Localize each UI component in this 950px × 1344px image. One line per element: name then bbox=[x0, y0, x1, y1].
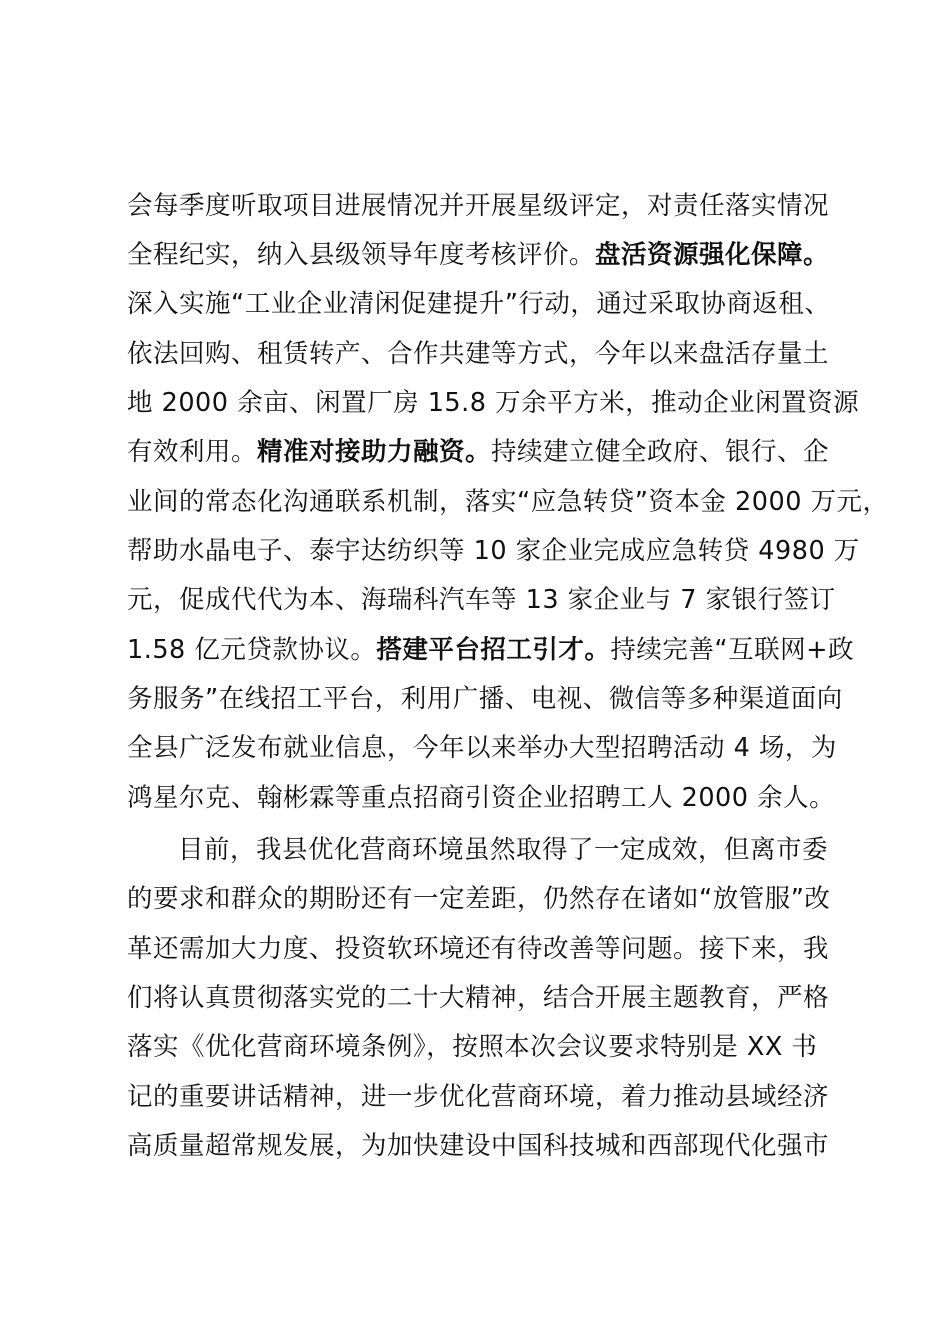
text-line bbox=[127, 774, 847, 823]
bold-heading: 搭建平台招工引才。 bbox=[376, 635, 611, 665]
text-line bbox=[127, 231, 847, 280]
text-line bbox=[127, 974, 847, 1023]
text-line bbox=[127, 626, 854, 675]
line-text: 的要求和群众的期盼还有一定差距，仍然存在诸如“放管服”改 bbox=[127, 884, 831, 914]
text-line bbox=[127, 1073, 847, 1122]
text-line bbox=[127, 379, 860, 428]
text-line bbox=[127, 724, 847, 773]
line-text: 帮助水晶电子、泰宇达纺织等 10 家企业完成应急转贷 4980 万 bbox=[127, 536, 860, 566]
line-text: 务服务”在线招工平台，利用广播、电视、微信等多种渠道面向 bbox=[127, 684, 843, 714]
line-text: 全程纪实，纳入县级领导年度考核评价。 bbox=[127, 240, 596, 270]
line-text: 们将认真贯彻落实党的二十大精神，结合开展主题教育，严格 bbox=[127, 983, 830, 1013]
paragraph-first-line bbox=[178, 826, 898, 875]
line-text: 持续建立健全政府、银行、企 bbox=[491, 437, 830, 467]
text-line bbox=[127, 182, 847, 231]
line-text: 深入实施“工业企业清闲促建提升”行动，通过采取协商返租、 bbox=[127, 289, 831, 319]
bold-heading: 盘活资源强化保障。 bbox=[595, 240, 830, 270]
line-text: 高质量超常规发展，为加快建设中国科技城和西部现代化强市 bbox=[127, 1131, 830, 1161]
line-text: 元，促成代代为本、海瑞科汽车等 13 家企业与 7 家银行签订 bbox=[127, 585, 836, 615]
line-text: 有效利用。 bbox=[127, 437, 258, 467]
text-line bbox=[127, 925, 847, 974]
bold-heading: 精准对接助力融资。 bbox=[257, 437, 492, 467]
line-text: 持续完善“互联网+政 bbox=[610, 635, 854, 665]
text-line bbox=[127, 478, 889, 527]
line-text: 业间的常态化沟通联系机制，落实“应急转贷”资本金 2000 万元， bbox=[127, 487, 889, 517]
text-line bbox=[127, 330, 847, 379]
text-line bbox=[127, 428, 847, 477]
line-text: 鸿星尔克、翰彬霖等重点招商引资企业招聘工人 2000 余人。 bbox=[127, 783, 836, 813]
text-line bbox=[127, 1023, 847, 1072]
line-text: 革还需加大力度、投资软环境还有待改善等问题。接下来，我 bbox=[127, 934, 830, 964]
line-text: 1.58 亿元贷款协议。 bbox=[127, 635, 377, 665]
text-line bbox=[127, 1122, 847, 1171]
line-text: 记的重要讲话精神，进一步优化营商环境，着力推动县域经济 bbox=[127, 1082, 830, 1112]
text-line bbox=[127, 875, 847, 924]
text-line bbox=[127, 280, 847, 329]
text-line bbox=[127, 675, 847, 724]
line-text: 依法回购、租赁转产、合作共建等方式，今年以来盘活存量土 bbox=[127, 339, 830, 369]
line-text: 目前，我县优化营商环境虽然取得了一定成效，但离市委 bbox=[178, 835, 829, 865]
text-line bbox=[127, 576, 847, 625]
line-text: 会每季度听取项目进展情况并开展星级评定，对责任落实情况 bbox=[127, 191, 830, 221]
line-text: 落实《优化营商环境条例》，按照本次会议要求特别是 XX 书 bbox=[127, 1032, 818, 1062]
text-line bbox=[127, 527, 860, 576]
line-text: 全县广泛发布就业信息，今年以来举办大型招聘活动 4 场，为 bbox=[127, 733, 837, 763]
line-text: 地 2000 余亩、闲置厂房 15.8 万余平方米，推动企业闲置资源 bbox=[127, 388, 860, 418]
